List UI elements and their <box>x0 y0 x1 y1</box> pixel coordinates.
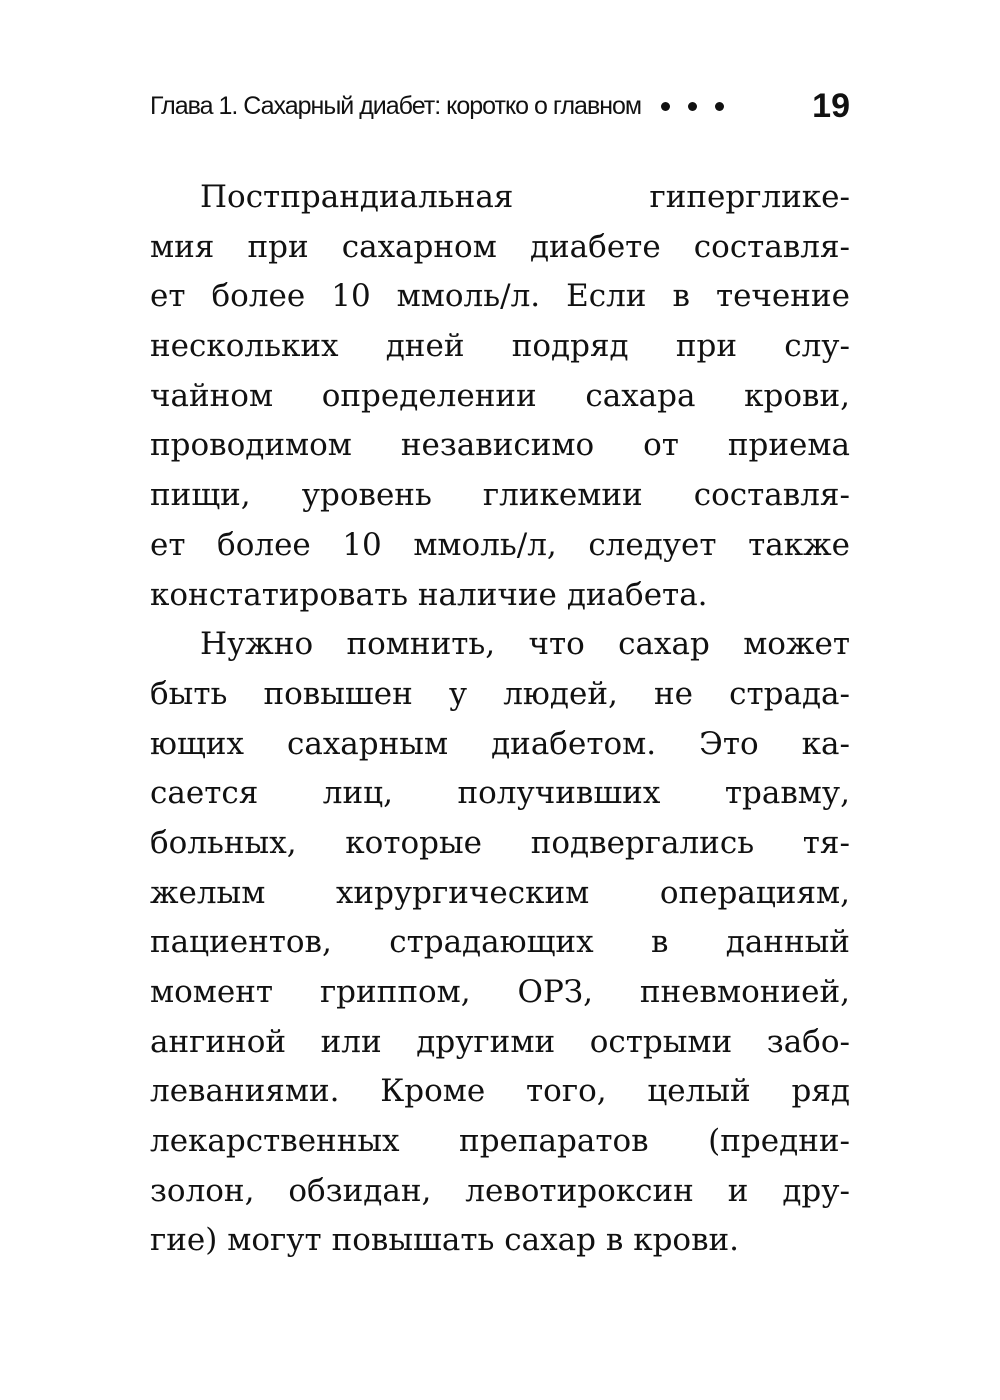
word: ммоль/л. <box>396 278 541 315</box>
word: ряд <box>791 1073 850 1110</box>
text-line <box>150 1018 850 1068</box>
text-line <box>150 521 850 571</box>
word: сахарном <box>341 228 497 265</box>
bullet-dot-icon <box>661 102 670 111</box>
word: нескольких <box>150 328 339 365</box>
text-line <box>150 819 850 869</box>
word: проводимом <box>150 427 352 464</box>
word: слу- <box>784 328 850 365</box>
word: в <box>605 1222 624 1259</box>
word: что <box>528 626 585 663</box>
header-ornament-dots <box>661 102 724 111</box>
word: крови, <box>744 377 850 414</box>
word: операциям, <box>659 874 850 911</box>
word: мия <box>150 228 215 265</box>
text-line <box>150 620 850 670</box>
text-line <box>150 918 850 968</box>
word: помнить, <box>346 626 496 663</box>
word: сахарным <box>286 725 449 762</box>
word: и <box>727 1172 749 1209</box>
bullet-dot-icon <box>715 102 724 111</box>
word: левотироксин <box>465 1172 694 1209</box>
word: также <box>748 526 850 563</box>
word: составля- <box>693 228 850 265</box>
word: травму, <box>724 775 850 812</box>
word: которые <box>345 824 482 861</box>
word: Если <box>566 278 647 315</box>
word: приема <box>727 427 850 464</box>
word: диабетом. <box>491 725 657 762</box>
word: констатировать <box>150 576 408 613</box>
word: ющих <box>150 725 244 762</box>
word: препаратов <box>459 1123 649 1160</box>
chapter-title: Глава 1. Сахарный диабет: коротко о главном <box>150 91 642 120</box>
word: желым <box>150 874 266 911</box>
word: людей, <box>503 675 618 712</box>
word: острыми <box>589 1023 733 1060</box>
word: диабете <box>529 228 661 265</box>
paragraph <box>150 620 850 1266</box>
word: ет <box>150 526 186 563</box>
word: гликемии <box>482 477 643 514</box>
word: более <box>211 278 306 315</box>
word: Это <box>699 725 759 762</box>
word: 10 <box>342 526 382 563</box>
text-line <box>150 571 850 621</box>
word: Постпрандиальная <box>200 179 514 215</box>
word: больных, <box>150 824 297 861</box>
text-line <box>150 471 850 521</box>
page-number: 19 <box>812 86 850 125</box>
word: более <box>217 526 311 563</box>
word: Нужно <box>200 626 314 663</box>
text-line <box>150 769 850 819</box>
word: следует <box>588 526 717 563</box>
word: гриппом, <box>319 974 471 1010</box>
word: от <box>643 427 679 464</box>
word: данный <box>725 924 850 961</box>
word: при <box>675 328 737 365</box>
word: быть <box>150 675 228 712</box>
word: гиперглике- <box>649 179 850 215</box>
word: в <box>672 278 690 315</box>
word: целый <box>647 1073 751 1110</box>
word: обзидан, <box>288 1172 432 1209</box>
word: подряд <box>511 328 629 365</box>
word: сается <box>150 775 259 812</box>
word: уровень <box>301 477 432 514</box>
word: пациентов, <box>150 924 332 961</box>
paragraph <box>150 173 850 620</box>
word: тя- <box>802 824 850 861</box>
word: (предни- <box>708 1123 850 1160</box>
text-line <box>150 869 850 919</box>
word: ммоль/л, <box>413 526 557 563</box>
text-line <box>150 968 850 1018</box>
word: может <box>743 626 850 663</box>
word: повышать <box>331 1222 495 1259</box>
word: наличие <box>417 576 557 613</box>
text-line <box>150 670 850 720</box>
text-line <box>150 1067 850 1117</box>
word: в <box>650 924 669 961</box>
word: леваниями. <box>150 1073 340 1110</box>
word: определении <box>321 377 537 414</box>
word: Кроме <box>380 1073 486 1110</box>
body-text <box>150 173 850 1266</box>
word: подвергались <box>530 824 755 861</box>
text-line <box>150 720 850 770</box>
word: или <box>320 1023 382 1060</box>
word: диабета. <box>566 576 708 613</box>
text-line <box>150 272 850 322</box>
word: при <box>247 228 309 265</box>
word: независимо <box>400 427 595 464</box>
word: у <box>448 675 468 712</box>
word: дру- <box>782 1172 850 1209</box>
word: пневмонией, <box>639 974 850 1010</box>
word: лекарственных <box>150 1123 400 1160</box>
word: сахар <box>504 1222 596 1259</box>
word: ет <box>150 278 186 315</box>
word: не <box>653 675 693 712</box>
text-line <box>150 223 850 273</box>
word: сахара <box>585 377 696 414</box>
word: страдающих <box>389 924 594 961</box>
word: того, <box>526 1073 607 1110</box>
text-line <box>150 1117 850 1167</box>
word: лиц, <box>322 775 393 812</box>
text-line <box>150 1167 850 1217</box>
word: другими <box>416 1023 556 1060</box>
text-line <box>150 372 850 422</box>
word: ОРЗ, <box>517 974 593 1010</box>
text-line <box>150 1216 850 1266</box>
word: составля- <box>693 477 850 514</box>
word: хирургическим <box>335 874 590 911</box>
word: ка- <box>801 725 850 762</box>
word: дней <box>385 328 465 365</box>
running-header <box>150 84 850 128</box>
word: момент <box>150 974 274 1010</box>
word: гие) <box>150 1222 218 1259</box>
word: получивших <box>457 775 661 812</box>
word: золон, <box>150 1172 255 1209</box>
word: забо- <box>766 1023 850 1060</box>
word: могут <box>227 1222 322 1259</box>
text-line <box>150 421 850 471</box>
word: сахар <box>618 626 710 663</box>
word: 10 <box>331 278 371 315</box>
word: течение <box>715 278 850 315</box>
word: чайном <box>150 377 274 414</box>
bullet-dot-icon <box>688 102 697 111</box>
word: ангиной <box>150 1023 287 1060</box>
word: страда- <box>729 675 850 712</box>
word: крови. <box>633 1222 740 1259</box>
word: пищи, <box>150 477 251 514</box>
text-line <box>150 173 850 223</box>
word: повышен <box>263 675 413 712</box>
text-line <box>150 322 850 372</box>
